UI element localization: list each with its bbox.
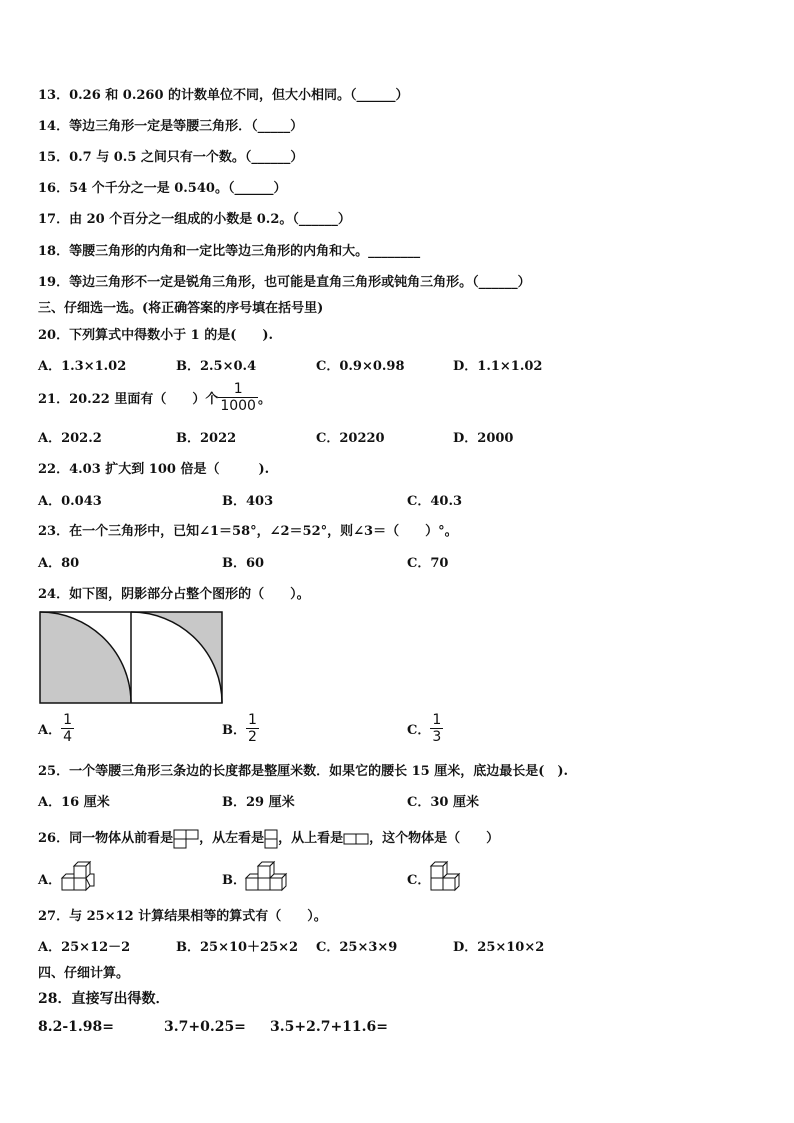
option-a-fraction	[61, 712, 74, 745]
calc-expression-2: 3.7+0.25=	[164, 1019, 246, 1035]
question-16: 16．54 个千分之一是 0.540。（______）	[38, 181, 287, 196]
question-23-option-b: B．60	[222, 556, 265, 571]
question-27-option-a: A．25×12－2	[38, 940, 131, 955]
question-25-option-a: A．16 厘米	[38, 795, 110, 810]
question-17: 17．由 20 个百分之一组成的小数是 0.2。（______）	[38, 212, 351, 227]
question-22-option-b: B．403	[222, 494, 274, 509]
question-22-stem: 22．4.03 扩大到 100 倍是（ ).	[38, 462, 270, 477]
option-b-fraction	[246, 712, 259, 745]
question-21-stem-text: 21．20.22 里面有（ ）个	[38, 392, 219, 407]
shaded-quarter-circles-figure	[39, 611, 225, 705]
question-23-stem: 23．在一个三角形中，已知∠1＝58°，∠2＝52°，则∠3＝（ ）°。	[38, 524, 458, 539]
section-3-heading: 三、仔细选一选。(将正确答案的序号填在括号里)	[38, 301, 324, 316]
question-24-option-c	[407, 712, 443, 745]
question-27-option-c: C．25×3×9	[316, 940, 398, 955]
question-20-option-d: D．1.1×1.02	[453, 359, 543, 374]
question-22-option-c: C．40.3	[407, 494, 463, 509]
question-21-option-a: A．202.2	[38, 431, 102, 446]
question-21-stem-end: 。	[257, 392, 271, 407]
cube-stack-b-icon	[244, 860, 290, 892]
question-20-option-a: A．1.3×1.02	[38, 359, 127, 374]
left-view-icon	[264, 829, 278, 849]
question-20-stem: 20．下列算式中得数小于 1 的是( ).	[38, 328, 274, 343]
question-28-stem: 28．直接写出得数．	[38, 991, 170, 1007]
fraction-numerator: 1	[248, 712, 257, 728]
cube-stack-c-icon	[429, 858, 469, 892]
fraction-denominator: 1000	[220, 398, 256, 414]
question-27-option-d: D．25×10×2	[453, 940, 545, 955]
question-24-option-b	[222, 712, 259, 745]
question-13: 13．0.26 和 0.260 的计数单位不同，但大小相同。（______）	[38, 88, 409, 103]
question-14: 14．等边三角形一定是等腰三角形．（_____）	[38, 119, 304, 134]
question-21-stem	[38, 381, 271, 414]
question-23-option-a: A．80	[38, 556, 80, 571]
question-20-option-c: C．0.9×0.98	[316, 359, 405, 374]
fraction-denominator: 3	[432, 729, 442, 745]
option-label: B．	[222, 723, 246, 738]
question-26-text-2: ，从左看是	[199, 831, 265, 846]
question-21-option-c: C．20220	[316, 431, 385, 446]
question-26-text-3: ，从上看是	[278, 831, 344, 846]
question-26-text-1: 26．同一物体从前看是	[38, 831, 174, 846]
question-26-option-a: A．	[38, 873, 62, 888]
calc-expression-1: 8.2-1.98=	[38, 1019, 114, 1035]
fraction-numerator: 1	[432, 712, 442, 728]
question-15: 15．0.7 与 0.5 之间只有一个数。（______）	[38, 150, 304, 165]
question-27-stem: 27．与 25×12 计算结果相等的算式有（ ）。	[38, 909, 327, 924]
question-21-option-d: D．2000	[453, 431, 514, 446]
fraction-numerator: 1	[233, 381, 243, 397]
question-27-option-b: B．25×10＋25×2	[176, 940, 299, 955]
fraction-denominator: 2	[248, 729, 257, 745]
option-c-fraction	[430, 712, 443, 745]
question-25-option-c: C．30 厘米	[407, 795, 479, 810]
question-25-option-b: B．29 厘米	[222, 795, 295, 810]
question-26-option-c: C．	[407, 873, 431, 888]
question-18: 18．等腰三角形的内角和一定比等边三角形的内角和大。________	[38, 244, 421, 259]
question-22-option-a: A．0.043	[38, 494, 102, 509]
top-view-icon	[343, 833, 369, 845]
cube-stack-a-icon	[60, 860, 100, 892]
question-19: 19．等边三角形不一定是锐角三角形，也可能是直角三角形或钝角三角形。（______）	[38, 275, 531, 290]
question-20-option-b: B．2.5×0.4	[176, 359, 257, 374]
option-label: A．	[38, 723, 62, 738]
fraction-numerator: 1	[63, 712, 73, 728]
right-square-shade	[131, 612, 222, 703]
question-23-option-c: C．70	[407, 556, 449, 571]
question-26-text-4: ，这个物体是（ ）	[369, 831, 500, 846]
fraction-denominator: 4	[63, 729, 73, 745]
question-21-option-b: B．2022	[176, 431, 237, 446]
question-21-fraction	[218, 381, 258, 414]
front-view-icon	[173, 829, 199, 849]
section-4-heading: 四、仔细计算。	[38, 966, 130, 981]
calc-expression-3: 3.5+2.7+11.6=	[270, 1019, 389, 1035]
question-24-stem: 24．如下图，阴影部分占整个图形的（ ）。	[38, 587, 310, 602]
question-26-option-b: B．	[222, 873, 246, 888]
option-label: C．	[407, 723, 431, 738]
question-25-stem: 25．一个等腰三角形三条边的长度都是整厘米数．如果它的腰长 15 厘米，底边最长是( ).	[38, 764, 569, 779]
question-24-option-a	[38, 712, 74, 745]
question-26-stem	[38, 827, 499, 849]
